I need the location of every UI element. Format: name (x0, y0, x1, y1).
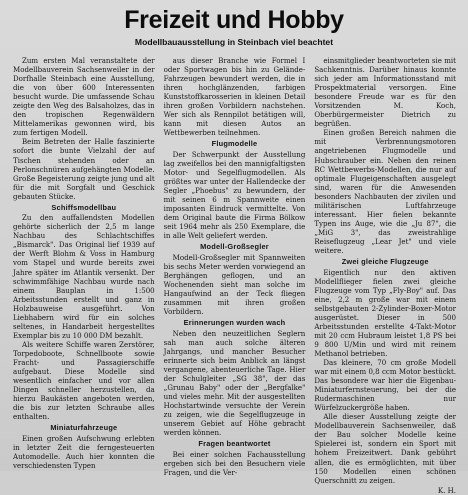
article-title: Freizeit und Hobby (124, 6, 344, 34)
column-2 (163, 56, 306, 477)
column-1 (13, 56, 155, 471)
paragraph: Als weitere Schiffe waren Zerstörer, Torpedoboote, Schnellboote sowie Fracht- und Passagierschiffe aufgebaut. Diese Modelle sind wesentlich einfacher und vor allen Dingen schneller herzustellen, da hierzu Baukästen angeboten werden, die bis zur letzten Schraube alles enthalten. (13, 339, 155, 422)
paragraph: Bei einer solchen Fachausstellung ergeben sich bei den Besuchern viele Fragen, und die Ver- (163, 449, 306, 477)
paragraph: Zu den auffallendsten Modellen gehörte sicherlich der 2,5 m lange Nachbau des Schlachtschiffes „Bismarck". Das Original lief 1939 auf der Werft Blohm & Voss in Hamburg vom Stapel und wurde bereits zwei Jahre später im Atlantik versenkt. Der schwimmfähige Nachbau wurde nach einem Bauplan in 1:500 Arbeitsstunden erstellt und ganz in Holzbauweise ausgeführt. Von Liebhabern wird für ein solches seltenes, in Handarbeit hergestelltes Exemplar bis zu 10 000 DM bezahlt. (13, 213, 155, 340)
section-heading: Erinnerungen wurden wach (183, 318, 286, 328)
author-signature: K. H. (437, 485, 457, 495)
paragraph: Beim Betreten der Halle faszinierte sofort die bunte Vielzahl der auf Tischen stehenden oder an Perlonschnüren aufgehängten Modelle. Große Begeisterung zeigte jung und alt für die mit Sorgfalt und Geschick gebauten Stücke. (13, 137, 155, 201)
article-body (13, 56, 457, 495)
paragraph: Zum ersten Mal veranstaltete der Modellbauverein Sachsenweiler in der Dorfhalle Steinbach eine Ausstellung, die von über 600 Interessenten besucht wurde. Die umfassende Schau zeigte den Weg des Balsaholzes, das in den tropischen Regenwäldern Mittelamerikas gewonnen wird, bis zum fertigen Modell. (13, 56, 155, 138)
paragraph: Der Schwerpunkt der Ausstellung lag zweifellos bei den mannigfaltigsten Motor- und Segelflugmodellen. Als größtes war unter der Hallendecke der Segler „Phoebus" zu bewundern, der mit seinen 6 m Spannweite einen imposanten Eindruck vermittelte. Von dem Original baute die Firma Bölkow seit 1964 mehr als 250 Exemplare, die in alle Welt geliefert werden. (163, 149, 306, 241)
article-header (0, 6, 468, 48)
section-heading: Schiffsmodellbau (51, 202, 117, 212)
section-heading: Fragen beantwortet (198, 439, 271, 449)
section-heading: Miniaturfahrzeuge (50, 423, 118, 433)
paragraph: Einen großen Bereich nahmen die mit Verbrennungsmotoren angetriebenen Flugmodelle und Hubschrauber ein. Neben den reinen RC Wettbewerbs-Modellen, die nur auf optimale Flugeigenschaften ausgelegt sind, waren für die Anwesenden besonders Nachbauten der zivilen und militärischen Luftfahrzeuge interessant. Hier fielen bekannte Typen ins Auge, wie die „Ju 87", die „MiG 3", das zweistrahlige Reiseflugzeug „Lear Jet" und viele weitere. (314, 128, 457, 255)
section-heading: Modell-Großsegler (200, 242, 269, 252)
paragraph: einsmitglieder beantworteten sie mit Sachkenntnis. Darüber hinaus konnte sich jeder am Informationsstand mit Prospektmaterial versorgen. Eine besondere Freude war es für den Vorsitzenden M. Koch, Oberbürgermeister Dietrich zu begrüßen. (314, 56, 457, 129)
paragraph: Einen großen Aufschwung erlebten in letzter Zeit die ferngesteuerten Automodelle. Auch hier konnten die verschiedensten Typen (13, 433, 155, 470)
article-subtitle: Modellbauausstellung in Steinbach viel beachtet (134, 37, 334, 47)
paragraph: Eigentlich nur den aktiven Modellflieger fielen zwei gleiche Flugzeuge vom Typ „Fly-Boy" auf. Das eine, 2,2 m große war mit einem selbstgebauten 2-Zylinder-Boxer-Motor ausgerüstet. Dieser in 500 Arbeitsstunden erstellte 4-Takt-Motor mit 20 ccm Hubraum leistet 1,8 PS bei 9 800 U/Min und wird mit reinem Methanol betrieben. (314, 267, 457, 358)
paragraph: Modell-Großsegler mit Spannweiten bis sechs Meter werden vorwiegend an Berghängen geflogen, und an Wochenenden sieht man solche im Hangaufwind an der Teck fliegen zusammen mit ihren großen Vorbildern. (163, 252, 306, 317)
paragraph: Neben den neuzeitlichen Seglern sah man auch solche älteren Jahrgangs, und mancher Besucher erinnerte sich beim Anblick an längst vergangene, abenteuerliche Tage. Hier der Schulgleiter „SG 38", der das „Grunau Baby" oder der „Bergfalke" und vieles mehr. Mit der ausgestellten Hochstartwinde versuchte der Verein zu zeigen, wie die Segelflugzeuge in unserem Gebiet auf Höhe gebracht werden können. (163, 328, 306, 438)
column-3 (314, 56, 457, 495)
paragraph: Das kleinere, 70 cm große Modell war mit einem 0,8 ccm Motor bestückt. Das besondere war hier die Eigenbau-Miniaturfernsteuerung, bei der die Rudermaschinen nur Würfelzuckergröße haben. (314, 358, 457, 413)
section-heading: Zwei gleiche Flugzeuge (341, 257, 429, 267)
paragraph: Alle dieser Ausstellung zeigte der Modellbauverein Sachsenweiler, daß der Bau solcher Modelle keine Spielerei ist, sondern ein Sport mit hohem Freizeitwert. Dank gebührt allen, die es ermöglichten, mit über 150 Modellen einen schönen Querschnitt zu zeigen. (314, 412, 457, 485)
paragraph: aus dieser Branche wie Formel I oder Sportwagen bis hin zu Gelände-Fahrzeugen bewundert werden, die in ihren hochglänzenden, farbigen Kunststoffkarosserien in kleinen Detail ihren großen Vorbildern nachstehen. Wer sich als Rennpilot betätigen will, kann mit diesen Autos an Wettbewerben teilnehmen. (163, 56, 306, 138)
section-heading: Flugmodelle (211, 139, 258, 149)
